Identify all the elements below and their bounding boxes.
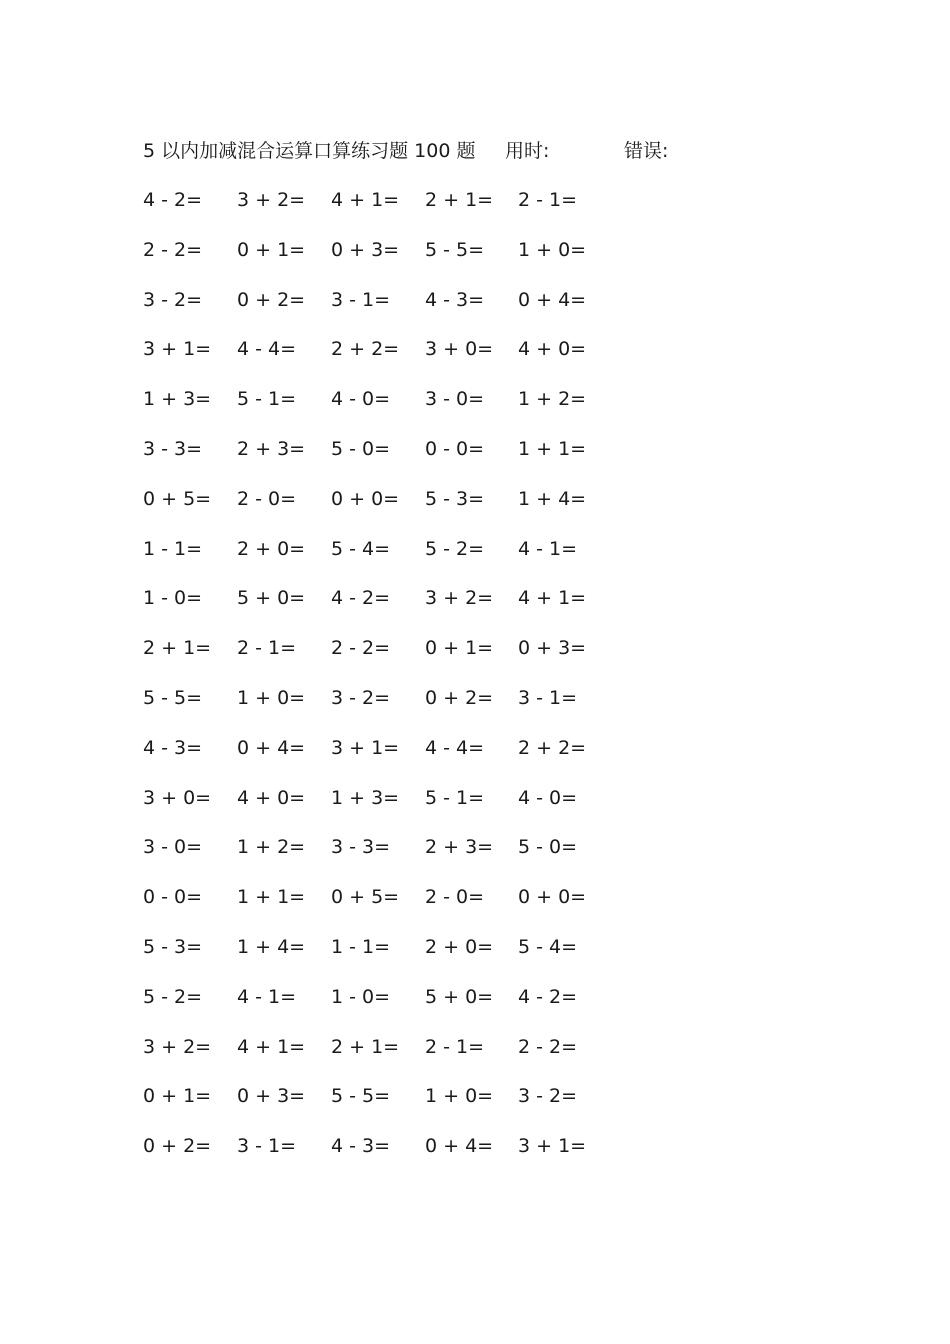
problem-item: 3 - 3= <box>331 836 391 859</box>
problem-item: 2 - 2= <box>331 637 391 660</box>
problem-item: 0 + 0= <box>331 487 400 510</box>
problem-item: 0 + 5= <box>331 886 400 909</box>
problem-item: 2 + 0= <box>425 935 494 958</box>
problem-item: 1 + 0= <box>237 686 306 709</box>
problem-item: 5 - 0= <box>331 437 391 460</box>
problem-item: 5 + 0= <box>237 587 306 610</box>
problem-item: 4 - 3= <box>143 736 203 759</box>
problem-item: 4 - 0= <box>331 388 391 411</box>
problem-item: 2 + 1= <box>331 1035 400 1058</box>
time-used-label: 用时: <box>505 140 550 162</box>
problem-item: 0 - 0= <box>425 437 485 460</box>
problem-item: 1 + 4= <box>518 487 587 510</box>
problem-item: 5 - 5= <box>425 238 485 261</box>
problem-item: 4 - 2= <box>143 189 203 211</box>
problem-item: 5 - 4= <box>331 537 391 560</box>
problem-item: 1 + 4= <box>237 935 306 958</box>
problem-item: 5 - 1= <box>237 388 297 411</box>
problem-item: 5 + 0= <box>425 985 494 1008</box>
problem-item: 3 - 1= <box>331 288 391 311</box>
problem-item: 1 - 1= <box>143 537 203 560</box>
problem-item: 0 + 5= <box>143 487 212 510</box>
problem-item: 3 + 0= <box>425 338 494 361</box>
problem-item: 2 - 1= <box>518 189 578 211</box>
problem-item: 0 + 0= <box>518 886 587 909</box>
problem-item: 1 + 2= <box>237 836 306 859</box>
problem-item: 2 + 3= <box>425 836 494 859</box>
problem-item: 5 - 3= <box>425 487 485 510</box>
problem-item: 3 + 2= <box>237 189 306 211</box>
problem-item: 5 - 0= <box>518 836 578 859</box>
problem-item: 5 - 2= <box>143 985 203 1008</box>
problem-item: 3 + 1= <box>518 1135 587 1158</box>
problem-item: 3 + 2= <box>425 587 494 610</box>
problem-item: 0 + 1= <box>237 238 306 261</box>
problem-item: 0 + 3= <box>237 1085 306 1108</box>
problem-item: 0 - 0= <box>143 886 203 909</box>
problem-item: 3 + 0= <box>143 786 212 809</box>
problem-item: 4 - 3= <box>425 288 485 311</box>
problem-item: 2 - 2= <box>143 238 203 261</box>
problem-item: 0 + 2= <box>425 686 494 709</box>
problem-item: 1 + 3= <box>331 786 400 809</box>
problem-item: 1 - 1= <box>331 935 391 958</box>
problem-item: 1 + 3= <box>143 388 212 411</box>
problem-item: 3 + 2= <box>143 1035 212 1058</box>
problem-item: 1 + 2= <box>518 388 587 411</box>
problem-item: 3 - 0= <box>143 836 203 859</box>
problem-item: 3 - 2= <box>331 686 391 709</box>
problem-item: 3 - 0= <box>425 388 485 411</box>
problem-item: 0 + 4= <box>237 736 306 759</box>
problem-item: 4 - 1= <box>518 537 578 560</box>
problem-item: 4 + 1= <box>237 1035 306 1058</box>
problem-item: 5 - 5= <box>143 686 203 709</box>
problem-item: 3 - 2= <box>518 1085 578 1108</box>
error-count-label: 错误: <box>624 140 669 162</box>
problem-item: 3 + 1= <box>331 736 400 759</box>
problem-item: 2 - 0= <box>237 487 297 510</box>
problem-item: 1 + 0= <box>518 238 587 261</box>
problem-item: 2 + 1= <box>425 189 494 211</box>
problem-item: 1 + 1= <box>518 437 587 460</box>
problem-item: 2 + 2= <box>518 736 587 759</box>
problem-item: 0 + 4= <box>425 1135 494 1158</box>
problem-item: 1 - 0= <box>331 985 391 1008</box>
problem-item: 3 - 1= <box>237 1135 297 1158</box>
problem-item: 2 + 0= <box>237 537 306 560</box>
problem-item: 1 + 0= <box>425 1085 494 1108</box>
problem-item: 3 - 3= <box>143 437 203 460</box>
problem-item: 0 + 2= <box>237 288 306 311</box>
problem-item: 4 + 0= <box>237 786 306 809</box>
worksheet-title: 5 以内加减混合运算口算练习题 100 题 <box>143 140 476 162</box>
problem-item: 0 + 3= <box>331 238 400 261</box>
problem-item: 4 + 1= <box>331 189 400 211</box>
problem-item: 5 - 5= <box>331 1085 391 1108</box>
problem-item: 4 - 4= <box>425 736 485 759</box>
problem-item: 4 - 3= <box>331 1135 391 1158</box>
problem-item: 3 - 1= <box>518 686 578 709</box>
problem-item: 5 - 4= <box>518 935 578 958</box>
problem-item: 0 + 4= <box>518 288 587 311</box>
problem-item: 4 - 2= <box>331 587 391 610</box>
problem-item: 4 - 2= <box>518 985 578 1008</box>
problem-item: 3 + 1= <box>143 338 212 361</box>
problem-item: 2 - 2= <box>518 1035 578 1058</box>
problem-item: 1 - 0= <box>143 587 203 610</box>
problem-item: 5 - 2= <box>425 537 485 560</box>
problem-item: 2 + 1= <box>143 637 212 660</box>
problem-item: 2 + 3= <box>237 437 306 460</box>
problem-item: 2 - 0= <box>425 886 485 909</box>
problem-item: 4 + 1= <box>518 587 587 610</box>
problem-item: 4 - 4= <box>237 338 297 361</box>
problem-item: 2 - 1= <box>237 637 297 660</box>
problem-item: 0 + 1= <box>143 1085 212 1108</box>
problem-item: 4 + 0= <box>518 338 587 361</box>
problem-item: 5 - 1= <box>425 786 485 809</box>
problem-item: 1 + 1= <box>237 886 306 909</box>
problem-item: 0 + 1= <box>425 637 494 660</box>
problem-item: 2 - 1= <box>425 1035 485 1058</box>
problem-item: 0 + 2= <box>143 1135 212 1158</box>
problem-item: 4 - 1= <box>237 985 297 1008</box>
problem-item: 5 - 3= <box>143 935 203 958</box>
problem-item: 0 + 3= <box>518 637 587 660</box>
problem-item: 2 + 2= <box>331 338 400 361</box>
problem-item: 4 - 0= <box>518 786 578 809</box>
problem-item: 3 - 2= <box>143 288 203 311</box>
